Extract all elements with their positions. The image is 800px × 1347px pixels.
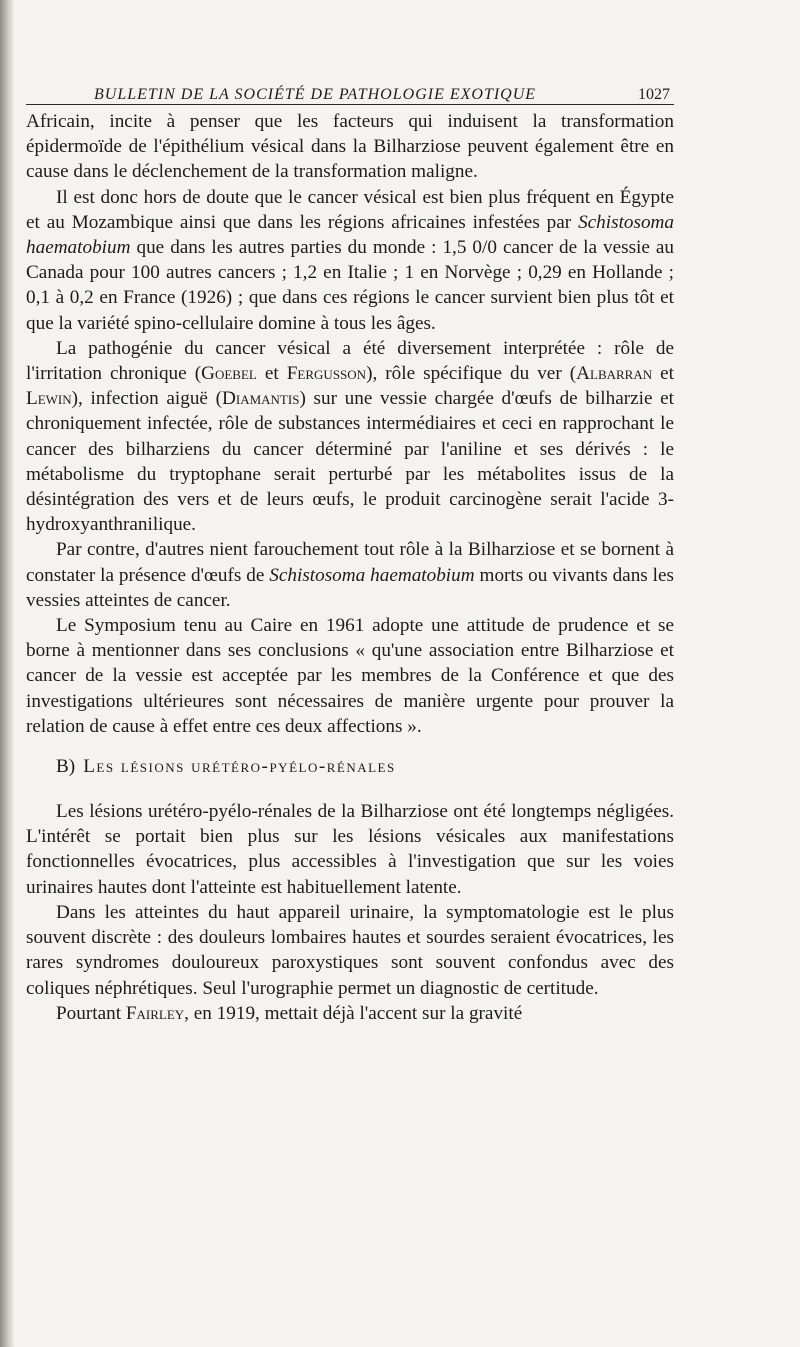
paragraph-3 — [26, 336, 674, 538]
species-name: Schistosoma haematobium — [26, 211, 674, 259]
paragraph-8-text-b: , en 1919, mettait déjà l'accent sur la gravité — [184, 1002, 523, 1024]
paragraph-8-text-a: Pourtant — [56, 1002, 122, 1024]
paragraph-2-text-b: que dans les autres parties du monde : 1,5 0/0 cancer de la vessie au Canada pour 100 autres cancers ; 1,2 en Italie ; 1 en Norvège ; 0,29 en Hollande ; 0,1 à 0,2 en France (1926) ; que dans ces régions le cancer survient bien plus tôt et que la variété spino-cellulaire domine à tous les âges. — [26, 237, 674, 334]
paragraph-6 — [26, 799, 674, 900]
paragraph-3-text-a: La pathogénie du cancer vésical a été diversement interprétée : rôle de l'irritation chronique ( — [26, 337, 674, 385]
paragraph-3-text-d: ) sur une vessie chargée d'œufs de bilharzie et chroniquement infectée, rôle de substances intermédiaires et ceci en rapprochant le cancer des bilharziens du cancer déterminé par l'aniline et ses dérivés : le métabolisme du tryptophane serait perturbé par les métabolites issus de la désintégration des vers et de leurs œufs, le produit carcinogène serait l'acide 3-hydroxyanthranilique. — [26, 388, 674, 536]
paragraph-3-text-c: ), infection aiguë ( — [71, 388, 223, 410]
paragraph-7-text: Dans les atteintes du haut appareil urinaire, la symptomatologie est le plus souvent discrète : des douleurs lombaires hautes et sourdes seraient évocatrices, les rares syndromes douloureux paroxystiques sont souvent confondus avec des coliques néphrétiques. Seul l'urographie permet un diagnostic de certitude. — [26, 901, 674, 999]
journal-title: BULLETIN DE LA SOCIÉTÉ DE PATHOLOGIE EXOTIQUE — [94, 86, 537, 103]
paragraph-2-text-a: Il est donc hors de doute que le cancer vésical est bien plus fréquent en Égypte et au Mozambique ainsi que dans les régions africaines infestées par — [26, 186, 674, 233]
paragraph-2 — [26, 185, 674, 336]
author-name: Goebel — [201, 363, 257, 385]
paragraph-1 — [26, 109, 674, 185]
page-gutter-shadow — [0, 0, 14, 1347]
paragraph-4 — [26, 537, 674, 613]
author-name: Lewin — [26, 388, 72, 410]
document-page — [26, 78, 674, 1026]
page-number: 1027 — [638, 86, 670, 103]
paragraph-1-text: Africain, incite à penser que les facteurs qui induisent la transformation épidermoïde de l'épithélium vésical dans la Bilharziose peuvent également être en cause dans le déclenchement de la transformation maligne. — [26, 111, 674, 183]
paragraph-4-text-a: Par contre, d'autres nient farouchement tout rôle à la Bilharziose et se bornent à constater la présence d'œufs de — [26, 539, 674, 586]
author-name: Albarran — [576, 363, 653, 385]
running-head — [26, 78, 674, 105]
section-heading — [56, 754, 674, 780]
conjunction: et — [264, 363, 279, 385]
paragraph-5 — [26, 613, 674, 739]
section-letter: B) — [56, 756, 76, 778]
author-name: Fairley — [125, 1002, 185, 1024]
author-name: Diamantis — [222, 388, 300, 410]
conjunction: et — [660, 363, 675, 385]
paragraph-5-text: Le Symposium tenu au Caire en 1961 adopte une attitude de prudence et se borne à mentionner dans ses conclusions « qu'une association entre Bilharziose et cancer de la vessie est acceptée par les membres de la Conférence et que des investigations ultérieures sont nécessaires de manière urgente pour prouver la relation de cause à effet entre ces deux affections ». — [26, 615, 674, 737]
paragraph-6-text: Les lésions urétéro-pyélo-rénales de la Bilharziose ont été longtemps négligées. L'intérêt se portait bien plus sur les lésions vésicales aux manifestations fonctionnelles évocatrices, plus accessibles à l'investigation que sur les voies urinaires hautes dont l'atteinte est habituellement latente. — [26, 801, 674, 898]
paragraph-8 — [26, 1001, 674, 1026]
author-name: Fergusson — [286, 363, 367, 385]
section-title: Les lésions urétéro-pyélo-rénales — [83, 756, 396, 778]
paragraph-7 — [26, 900, 674, 1001]
paragraph-4-text-b: morts ou vivants dans les vessies atteintes de cancer. — [26, 564, 674, 611]
paragraph-3-text-b: ), rôle spécifique du ver ( — [366, 363, 577, 385]
species-name: Schistosoma haematobium — [269, 564, 475, 586]
document-body — [26, 109, 674, 1026]
